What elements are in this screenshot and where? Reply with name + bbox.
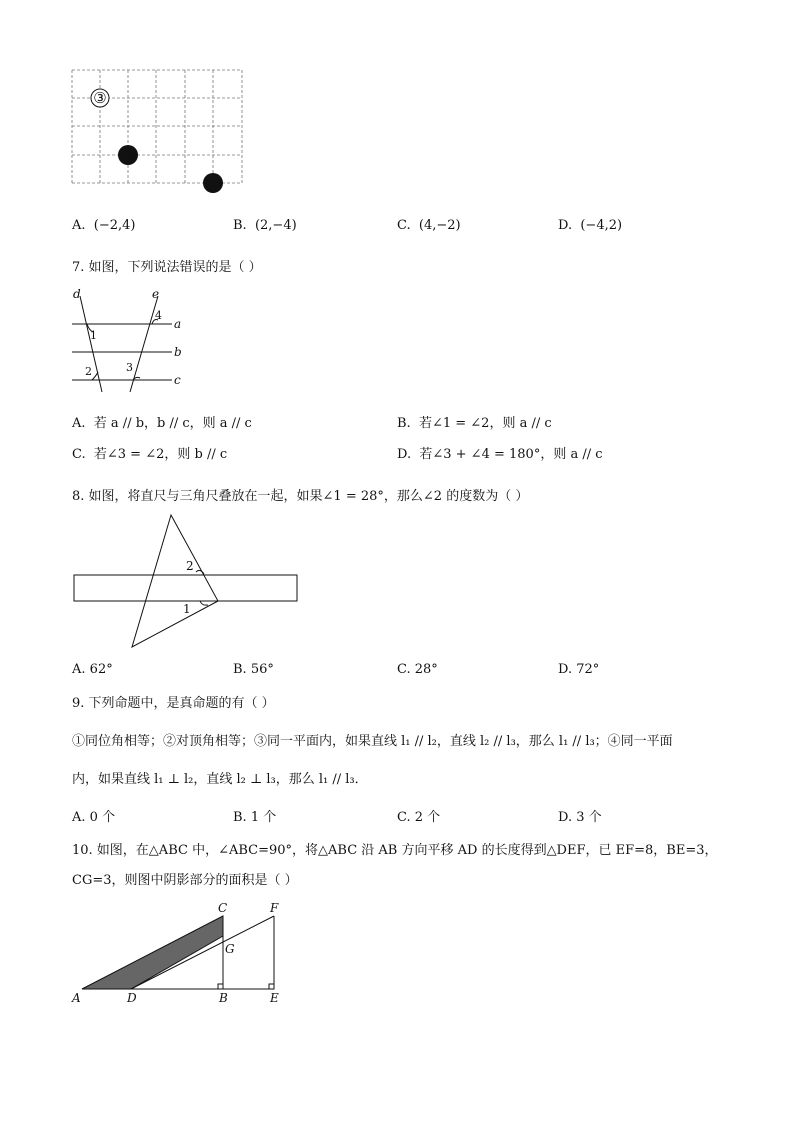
q8-option-c: [397, 662, 438, 677]
q7-parallel-lines-figure: [66, 286, 196, 394]
option-letter: C.: [72, 447, 86, 462]
q6-piece-1: [203, 173, 223, 194]
q10-label-f: F: [270, 901, 279, 915]
q10-label-c: C: [218, 901, 228, 915]
option-letter: B.: [233, 662, 247, 677]
option-text: 2 个: [414, 810, 441, 825]
q9-option-a: [72, 806, 115, 825]
option-text: 3 个: [576, 810, 602, 825]
q8-label-1: 1: [183, 602, 191, 616]
q8-option-a: [72, 662, 113, 677]
q9-option-d: [558, 806, 602, 825]
q10-label-e: E: [270, 991, 279, 1005]
option-text: 若∠1 = ∠2，则 a // c: [418, 416, 552, 431]
q8-label-2: 2: [186, 559, 194, 573]
q7-label-c: c: [174, 373, 181, 387]
q9-option-b: [233, 806, 276, 825]
option-letter: C.: [397, 218, 411, 233]
q10-label-d: D: [127, 991, 137, 1005]
q10-stem-line2: CG=3，则图中阴影部分的面积是（ ）: [72, 873, 298, 888]
option-text: (4,−2): [418, 218, 461, 233]
option-letter: D.: [397, 447, 412, 462]
option-text: 62°: [89, 662, 113, 677]
q8-option-d: [558, 662, 599, 677]
q9-propositions-line1: ①同位角相等；②对顶角相等；③同一平面内，如果直线 l₁ // l₂，直线 l₂ // l₃，那么 l₁ // l₃；④同一平面: [72, 734, 673, 749]
option-text: 0 个: [89, 810, 116, 825]
option-letter: B.: [233, 218, 247, 233]
q7-label-a: a: [174, 317, 182, 331]
q9-stem: 9. 下列命题中，是真命题的有（ ）: [72, 696, 275, 711]
q7-option-a: [72, 412, 252, 431]
option-text: (−2,4): [93, 218, 136, 233]
q10-label-b: B: [219, 991, 228, 1005]
q8-option-b: [233, 662, 274, 677]
option-letter: C.: [397, 810, 411, 825]
option-text: 1 个: [250, 810, 277, 825]
q6-option-b: [233, 218, 297, 233]
q7-label-e: e: [152, 287, 160, 301]
q7-label-2: 2: [85, 365, 92, 378]
option-letter: C.: [397, 662, 411, 677]
option-text: 72°: [576, 662, 600, 677]
option-text: 56°: [250, 662, 274, 677]
q8-ruler: [74, 575, 297, 601]
q8-ruler-triangle-figure: [66, 508, 306, 654]
q6-piece-3: [91, 89, 109, 107]
q6-option-a: [72, 218, 136, 233]
option-text: 若∠3 = ∠2，则 b // c: [93, 447, 228, 462]
option-text: 若∠3 + ∠4 = 180°，则 a // c: [419, 447, 603, 462]
q7-label-b: b: [174, 345, 182, 359]
option-letter: B.: [397, 416, 411, 431]
option-letter: A.: [72, 662, 86, 677]
q6-grid-figure: [66, 66, 248, 194]
q9-option-c: [397, 806, 440, 825]
option-text: 28°: [414, 662, 438, 677]
option-text: (−4,2): [580, 218, 623, 233]
q7-label-1: 1: [90, 329, 97, 342]
option-text: (2,−4): [254, 218, 297, 233]
option-letter: B.: [233, 810, 247, 825]
q10-label-g: G: [225, 942, 235, 956]
q10-stem-line1: 10. 如图，在△ABC 中，∠ABC=90°，将△ABC 沿 AB 方向平移 AD 的长度得到△DEF，已 EF=8，BE=3，: [72, 843, 718, 858]
option-letter: D.: [558, 218, 573, 233]
q7-option-d: [397, 443, 603, 462]
q6-piece-3-label: ③: [93, 89, 107, 107]
option-letter: D.: [558, 810, 573, 825]
q9-propositions-line2: 内，如果直线 l₁ ⊥ l₂，直线 l₂ ⊥ l₃，那么 l₁ // l₃．: [72, 772, 368, 787]
q10-translation-figure: [66, 898, 296, 1008]
q10-label-a: A: [72, 991, 81, 1005]
q6-piece-2-label: ❷: [119, 145, 137, 166]
q7-label-d: d: [73, 287, 81, 301]
option-letter: A.: [72, 218, 86, 233]
q6-option-d: [558, 218, 622, 233]
option-letter: D.: [558, 662, 573, 677]
q7-stem: 7. 如图，下列说法错误的是（ ）: [72, 260, 262, 275]
q7-option-c: [72, 443, 227, 462]
q6-piece-1-label: ❶: [204, 173, 222, 194]
q6-piece-2: [118, 145, 138, 166]
q7-label-3: 3: [126, 361, 133, 374]
q7-option-b: [397, 412, 552, 431]
q8-stem: 8. 如图，将直尺与三角尺叠放在一起，如果∠1 = 28°，那么∠2 的度数为（ ）: [72, 489, 529, 504]
q7-label-4: 4: [155, 309, 162, 322]
option-letter: A.: [72, 416, 86, 431]
q6-option-c: [397, 218, 461, 233]
option-letter: A.: [72, 810, 86, 825]
option-text: 若 a // b，b // c，则 a // c: [93, 416, 252, 431]
